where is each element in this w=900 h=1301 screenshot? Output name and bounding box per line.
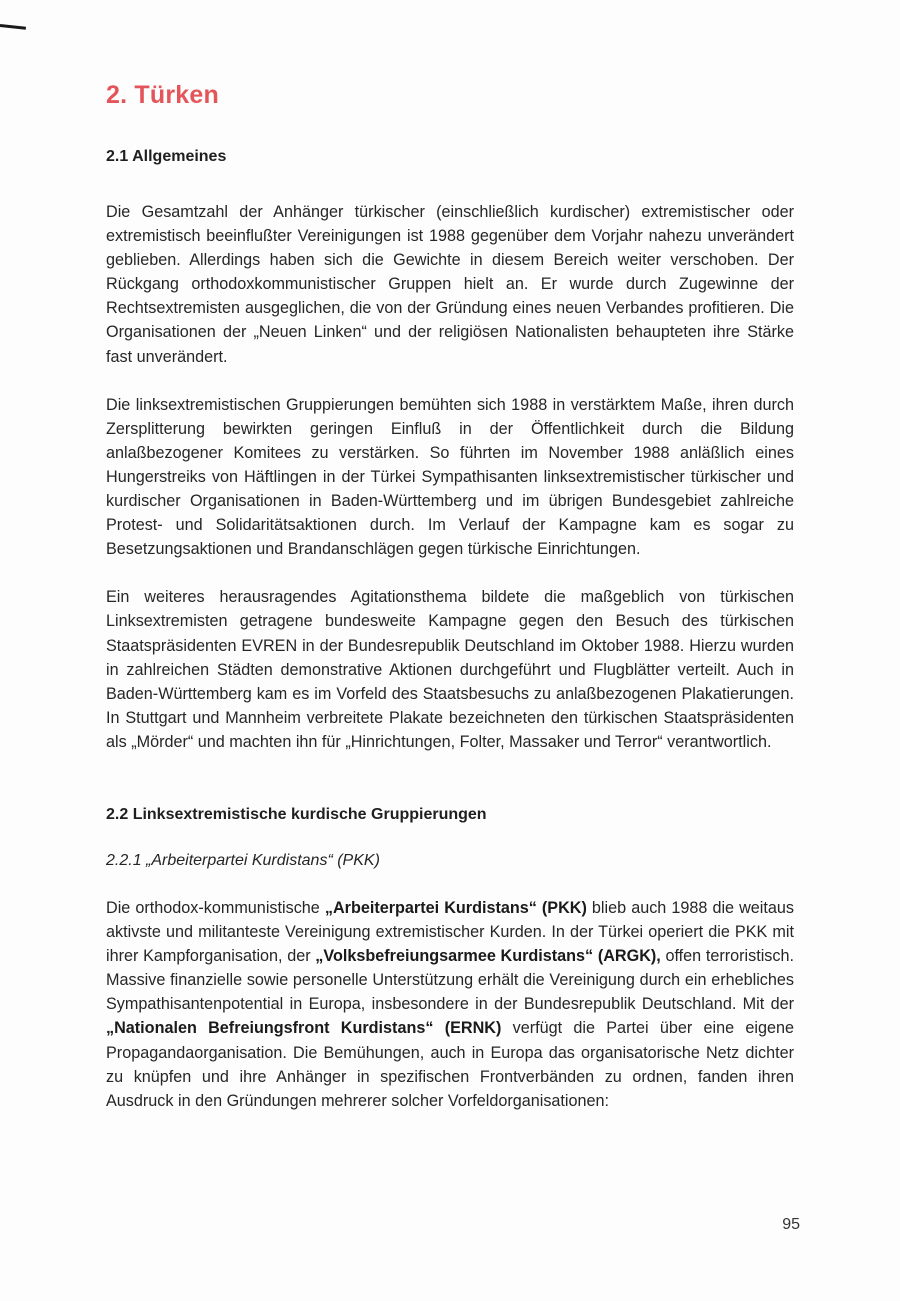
paragraph-allgemeines-3: Ein weiteres herausragendes Agitationsthema bildete die maßgeblich von türkischen Linksextremisten getragene bundesweite Kampagne gegen den Besuch des türkischen Staatspräsidenten EVREN in der Bundesrepublik Deutschland im Oktober 1988. Hierzu wurden in zahlreichen Städten demonstrative Aktionen durchgeführt und Flugblätter verteilt. Auch in Baden-Württemberg kam es im Vorfeld des Staatsbesuchs zu anlaßbezogenen Plakatierungen. In Stuttgart und Mannheim verbreitete Plakate bezeichneten den türkischen Staatspräsidenten als „Mörder“ und machten ihn für „Hinrichtungen, Folter, Massaker und Terror“ verantwortlich. bbox=[106, 588, 794, 751]
paragraph-allgemeines-2: Die linksextremistischen Gruppierungen bemühten sich 1988 in verstärktem Maße, ihren durch Zersplitterung bewirkten geringen Einfluß in der Öffentlichkeit durch die Bildung anlaßbezogener Komitees zu verstärken. So führten im November 1988 anläßlich eines Hungerstreiks von Häftlingen in der Türkei Sympathisanten linksextremistischer türkischer und kurdischer Organisationen in Baden-Württemberg und im übrigen Bundesgebiet zahlreiche Protest- und Solidaritätsaktionen durch. Im Verlauf der Kampagne kam es sogar zu Besetzungsaktionen und Brandanschlägen gegen türkische Einrichtungen. bbox=[106, 395, 794, 559]
section-heading-2-2: 2.2 Linksextremistische kurdische Gruppierungen bbox=[106, 805, 487, 823]
paragraph-allgemeines-1: Die Gesamtzahl der Anhänger türkischer (einschließlich kurdischer) extremistischer oder extremistisch beeinflußter Vereinigungen ist 1988 gegenüber dem Vorjahr nahezu unverändert geblieben. Allerdings haben sich die Gewichte in diesem Bereich weiter verschoben. Der Rückgang orthodoxkommunistischer Gruppen hielt an. Er wurde durch Zugewinne der Rechtsextremisten ausgeglichen, die von der Gründung eines neuen Verbandes profitieren. Die Organisationen der „Neuen Linken“ und der religiösen Nationalisten behaupteten ihre Stärke fast unverändert. bbox=[106, 203, 794, 366]
pkk-bold-volksbefreiungsarmee: „Volksbefreiungsarmee Kurdistans“ (ARGK), bbox=[315, 947, 661, 966]
paragraph-pkk bbox=[106, 896, 794, 1113]
page-number: 95 bbox=[782, 1216, 800, 1233]
pkk-text-3: offen terroristisch. Massive finanzielle sowie personelle Unterstützung erhält die Vereinigung durch ein erhebliches Sympathisantenpotential in Europa, insbesondere in der Bundesrepublik Deutschland. Mit der bbox=[106, 947, 794, 1014]
chapter-title: 2. Türken bbox=[106, 81, 219, 109]
pkk-bold-arbeiterpartei: „Arbeiterpartei Kurdistans“ (PKK) bbox=[324, 898, 587, 917]
scan-corner-mark bbox=[0, 24, 26, 30]
section-heading-2-1: 2.1 Allgemeines bbox=[106, 148, 227, 165]
pkk-text-2: blieb auch 1988 die weitaus aktivste und militanteste Vereinigung extremistischer Kurden. In der Türkei operiert die PKK mit ihrer Kampforganisation, der bbox=[106, 898, 795, 966]
pkk-text-4: verfügt die Partei über eine eigene Propagandaorganisation. Die Bemühungen, auch in Europa das organisatorische Netz dichter zu knüpfen und ihre Anhänger in spezifischen Frontverbänden zu ordnen, fanden ihren Ausdruck in den Gründungen mehrerer solcher Vorfeldorganisationen: bbox=[106, 1019, 794, 1110]
page-content bbox=[106, 78, 794, 1113]
subsection-heading-2-2-1: 2.2.1 „Arbeiterpartei Kurdistans“ (PKK) bbox=[106, 851, 380, 869]
pkk-bold-befreiungsfront: „Nationalen Befreiungsfront Kurdistans“ (ERNK) bbox=[106, 1019, 502, 1038]
pkk-text-1: Die orthodox-kommunistische bbox=[106, 898, 325, 917]
